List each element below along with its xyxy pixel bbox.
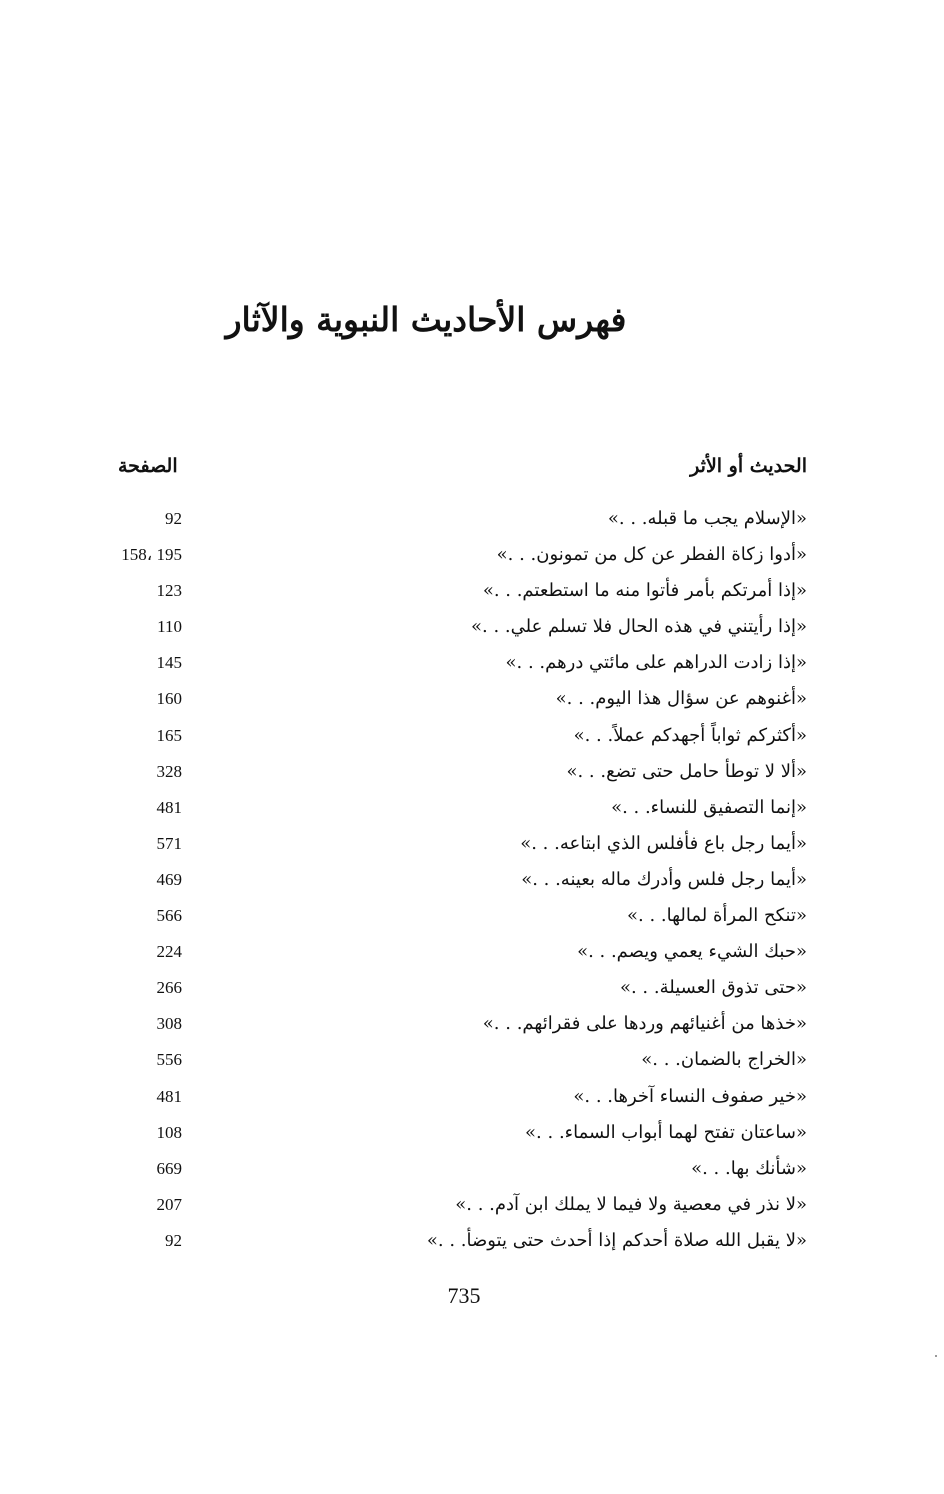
hadith-text: «إذا أمرتكم بأمر فأتوا منه ما استطعتم. . .» xyxy=(482,580,807,602)
page-ref: 92 xyxy=(165,509,182,528)
hadith-text: «تنكح المرأة لمالها. . .» xyxy=(627,905,807,927)
page-ref: 165 xyxy=(156,725,182,745)
index-row xyxy=(0,576,944,612)
page-number: 735 xyxy=(447,1283,481,1308)
page-ref: 566 xyxy=(156,906,182,926)
hadith-text: «إنما التصفيق للنساء. . .» xyxy=(611,796,807,818)
index-row xyxy=(0,1009,944,1045)
page-ref: 207 xyxy=(156,1194,182,1214)
page-ref: 481 xyxy=(156,797,182,817)
index-row xyxy=(0,721,944,757)
page-ref: 308 xyxy=(156,1014,182,1034)
index-row xyxy=(0,1082,944,1118)
hadith-text: «أيما رجل فلس وأدرك ماله بعينه. . .» xyxy=(521,868,807,890)
hadith-text: «أكثركم ثواباً أجهدكم عملاً. . .» xyxy=(573,724,807,746)
hadith-text: «أيما رجل باع فأفلس الذي ابتاعه. . .» xyxy=(520,832,807,854)
index-row xyxy=(0,684,944,720)
hadith-text: «أدوا زكاة الفطر عن كل من تمونون. . .» xyxy=(496,544,807,566)
index-row xyxy=(0,1154,944,1190)
index-list xyxy=(0,504,944,1262)
page-ref: 224 xyxy=(156,942,182,962)
index-row xyxy=(0,648,944,684)
index-row xyxy=(0,540,944,576)
page-title: فهرس الأحاديث النبوية والآثار xyxy=(225,300,627,339)
hadith-text: «شأنك بها. . .» xyxy=(691,1157,807,1179)
page-ref: 145 xyxy=(156,653,182,673)
index-row xyxy=(0,612,944,648)
hadith-text: «الخراج بالضمان. . .» xyxy=(641,1049,807,1071)
hadith-text: «لا يقبل الله صلاة أحدكم إذا أحدث حتى يتوضأ. . .» xyxy=(426,1229,807,1251)
index-row xyxy=(0,504,944,540)
page-ref: 571 xyxy=(156,833,182,853)
page-ref: 469 xyxy=(156,869,182,889)
index-row xyxy=(0,973,944,1009)
index-row xyxy=(0,937,944,973)
index-row xyxy=(0,1045,944,1081)
page-ref: 556 xyxy=(156,1050,182,1070)
index-row xyxy=(0,757,944,793)
page-ref: 92 xyxy=(165,1230,182,1250)
column-header-page: الصفحة xyxy=(118,455,178,477)
hadith-text: «حتى تذوق العسيلة. . .» xyxy=(619,977,807,999)
page-ref: 266 xyxy=(156,978,182,998)
index-row xyxy=(0,1226,944,1262)
index-row xyxy=(0,793,944,829)
page-ref: 123 xyxy=(156,581,182,601)
scan-speck xyxy=(935,1355,937,1357)
hadith-text: «خذها من أغنيائهم وردها على فقرائهم. . .» xyxy=(482,1013,807,1035)
index-row xyxy=(0,829,944,865)
page-ref: 669 xyxy=(156,1158,182,1178)
index-row xyxy=(0,865,944,901)
hadith-text: «خير صفوف النساء آخرها. . .» xyxy=(573,1085,807,1107)
page-ref: 328 xyxy=(156,761,182,781)
page-ref: 110 xyxy=(157,617,182,637)
page-ref: 158، 195 xyxy=(121,545,182,565)
hadith-text: «ألا لا توطأ حامل حتى تضع. . .» xyxy=(566,760,807,782)
hadith-text: «إذا رأيتني في هذه الحال فلا تسلم علي. . .» xyxy=(471,616,807,638)
index-row xyxy=(0,1190,944,1226)
hadith-text: «حبك الشيء يعمي ويصم. . .» xyxy=(577,941,807,963)
hadith-text: «الإسلام يجب ما قبله. . .» xyxy=(607,508,807,529)
hadith-text: «لا نذر في معصية ولا فيما لا يملك ابن آدم. . .» xyxy=(455,1193,807,1215)
index-row xyxy=(0,901,944,937)
hadith-text: «إذا زادت الدراهم على مائتي درهم. . .» xyxy=(505,652,807,674)
hadith-text: «أغنوهم عن سؤال هذا اليوم. . .» xyxy=(555,688,807,710)
index-row xyxy=(0,1118,944,1154)
page-ref: 481 xyxy=(156,1086,182,1106)
page-ref: 108 xyxy=(156,1122,182,1142)
column-header-hadith: الحديث أو الأثر xyxy=(690,455,807,477)
hadith-text: «ساعتان تفتح لهما أبواب السماء. . .» xyxy=(525,1121,807,1143)
column-headers xyxy=(0,455,944,485)
page-ref: 160 xyxy=(156,689,182,709)
